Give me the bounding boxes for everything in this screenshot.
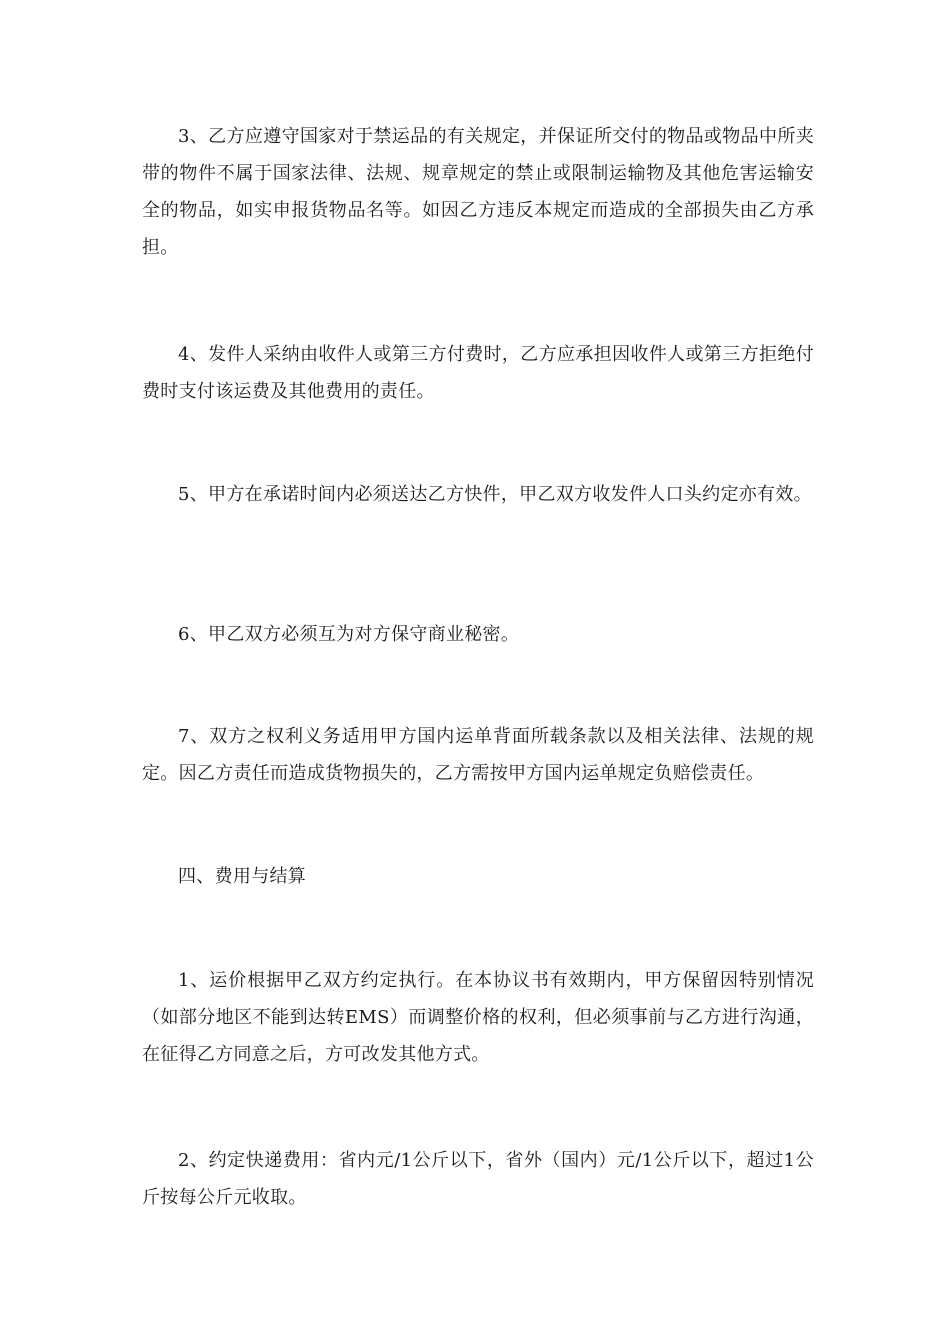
clause-5-paragraph: 5、甲方在承诺时间内必须送达乙方快件，甲乙双方收发件人口头约定亦有效。: [178, 484, 812, 505]
fees-clause-1-paragraph: 1、运价根据甲乙双方约定执行。在本协议书有效期内，甲方保留因特别情况（如部分地区不能到达转EMS）而调整价格的权利，但必须事前与乙方进行沟通，在征得乙方同意之后，方可改发其他方式。: [142, 970, 814, 1065]
clause-6-paragraph: 6、甲乙双方必须互为对方保守商业秘密。: [178, 624, 520, 645]
section-heading-fees: 四、费用与结算: [178, 866, 307, 887]
clause-4-paragraph: 4、发件人采纳由收件人或第三方付费时，乙方应承担因收件人或第三方拒绝付费时支付该运费及其他费用的责任。: [142, 344, 814, 402]
clause-7-paragraph: 7、双方之权利义务适用甲方国内运单背面所载条款以及相关法律、法规的规定。因乙方责任而造成货物损失的，乙方需按甲方国内运单规定负赔偿责任。: [142, 726, 814, 784]
clause-3-paragraph: 3、乙方应遵守国家对于禁运品的有关规定，并保证所交付的物品或物品中所夹带的物件不属于国家法律、法规、规章规定的禁止或限制运输物及其他危害运输安全的物品，如实申报货物品名等。如因乙方违反本规定而造成的全部损失由乙方承担。: [142, 126, 814, 258]
fees-clause-2-paragraph: 2、约定快递费用：省内元/1公斤以下，省外（国内）元/1公斤以下，超过1公斤按每公斤元收取。: [142, 1150, 814, 1208]
